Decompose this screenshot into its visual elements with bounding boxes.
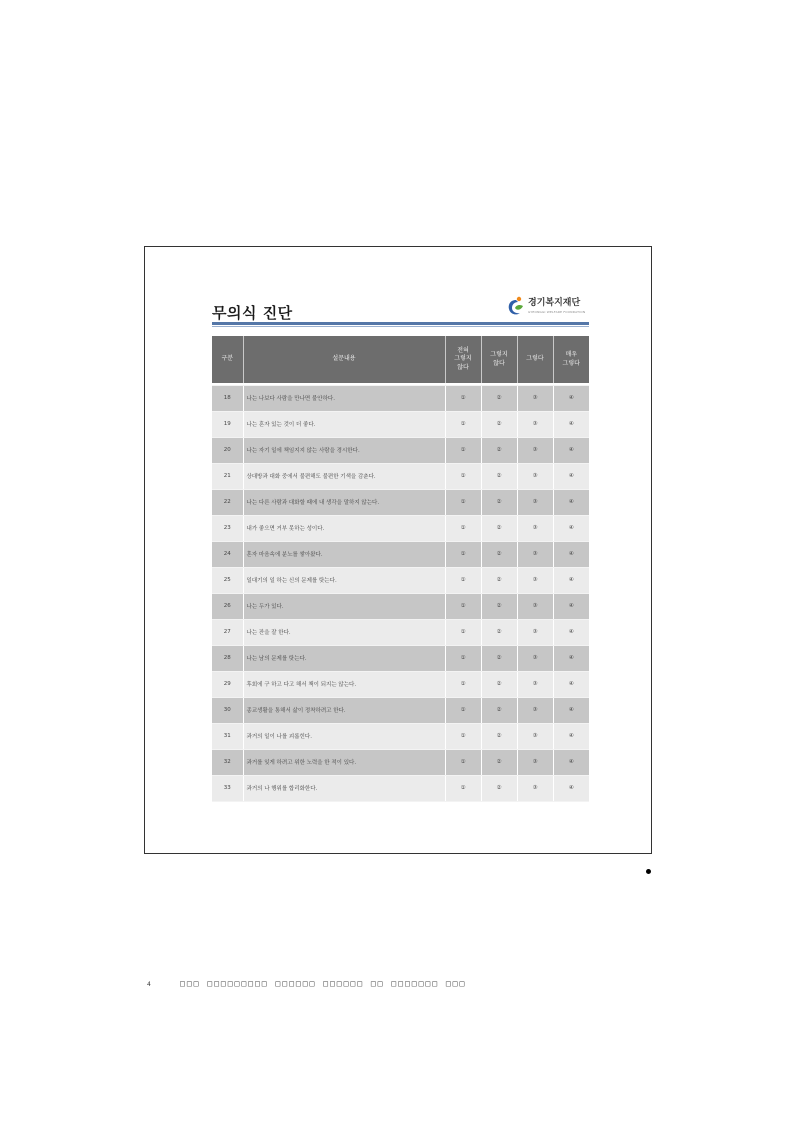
answer-option-2[interactable]: ② (481, 541, 517, 567)
footer-text: □□□ □□□□□□□□□ □□□□□□ □□□□□□ □□ □□□□□□□ □□□ (180, 979, 467, 988)
answer-option-4[interactable]: ④ (553, 671, 589, 697)
table-row (212, 593, 589, 619)
row-number: 19 (212, 411, 243, 437)
answer-option-4[interactable]: ④ (553, 567, 589, 593)
table-row (212, 541, 589, 567)
answer-option-1[interactable]: ① (445, 775, 481, 801)
answer-option-3[interactable]: ③ (517, 775, 553, 801)
row-number: 33 (212, 775, 243, 801)
row-number: 22 (212, 489, 243, 515)
answer-option-1[interactable]: ① (445, 515, 481, 541)
table-row (212, 385, 589, 411)
answer-option-2[interactable]: ② (481, 749, 517, 775)
answer-option-2[interactable]: ② (481, 489, 517, 515)
header-no: 구분 (212, 336, 243, 383)
answer-option-3[interactable]: ③ (517, 489, 553, 515)
table-row (212, 775, 589, 801)
row-number: 30 (212, 697, 243, 723)
answer-option-4[interactable]: ④ (553, 489, 589, 515)
row-question: 나는 다른 사람과 대화할 때에 내 생각을 말하지 않는다. (243, 489, 445, 515)
table-row (212, 515, 589, 541)
title-underline (212, 322, 589, 325)
answer-option-3[interactable]: ③ (517, 411, 553, 437)
header-opt2: 그렇지 않다 (481, 336, 517, 383)
answer-option-2[interactable]: ② (481, 671, 517, 697)
row-number: 18 (212, 385, 243, 411)
survey-table (212, 336, 589, 802)
table-row (212, 489, 589, 515)
answer-option-4[interactable]: ④ (553, 775, 589, 801)
answer-option-1[interactable]: ① (445, 463, 481, 489)
answer-option-1[interactable]: ① (445, 385, 481, 411)
row-number: 26 (212, 593, 243, 619)
answer-option-3[interactable]: ③ (517, 593, 553, 619)
answer-option-4[interactable]: ④ (553, 723, 589, 749)
answer-option-2[interactable]: ② (481, 619, 517, 645)
answer-option-2[interactable]: ② (481, 463, 517, 489)
answer-option-3[interactable]: ③ (517, 541, 553, 567)
row-number: 31 (212, 723, 243, 749)
table-row (212, 749, 589, 775)
row-question: 나는 혼자 있는 것이 더 좋다. (243, 411, 445, 437)
answer-option-2[interactable]: ② (481, 515, 517, 541)
foundation-logo-icon (506, 296, 526, 318)
table-row (212, 411, 589, 437)
row-question: 나는 나보다 사람을 만나면 불안하다. (243, 385, 445, 411)
table-header-row (212, 336, 589, 383)
row-question: 나는 두가 있다. (243, 593, 445, 619)
answer-option-3[interactable]: ③ (517, 437, 553, 463)
row-question: 내가 좋으면 거부 못하는 성이다. (243, 515, 445, 541)
answer-option-2[interactable]: ② (481, 593, 517, 619)
row-number: 27 (212, 619, 243, 645)
header-opt3: 그렇다 (517, 336, 553, 383)
answer-option-1[interactable]: ① (445, 749, 481, 775)
table-row (212, 671, 589, 697)
table-row (212, 645, 589, 671)
answer-option-3[interactable]: ③ (517, 567, 553, 593)
answer-option-1[interactable]: ① (445, 567, 481, 593)
header-opt1: 전혀 그렇지 않다 (445, 336, 481, 383)
logo-name: 경기복지재단 (528, 298, 581, 308)
answer-option-1[interactable]: ① (445, 541, 481, 567)
answer-option-3[interactable]: ③ (517, 385, 553, 411)
table-row (212, 723, 589, 749)
answer-option-4[interactable]: ④ (553, 411, 589, 437)
answer-option-4[interactable]: ④ (553, 463, 589, 489)
title-underline-thin (212, 326, 589, 327)
answer-option-2[interactable]: ② (481, 437, 517, 463)
answer-option-1[interactable]: ① (445, 697, 481, 723)
answer-option-1[interactable]: ① (445, 619, 481, 645)
answer-option-3[interactable]: ③ (517, 723, 553, 749)
row-number: 28 (212, 645, 243, 671)
table-row (212, 619, 589, 645)
answer-option-4[interactable]: ④ (553, 619, 589, 645)
table-row (212, 437, 589, 463)
foundation-logo (506, 296, 592, 320)
row-question: 혼자 마음속에 분노를 쌓아왔다. (243, 541, 445, 567)
answer-option-3[interactable]: ③ (517, 697, 553, 723)
row-question: 종교생활을 통해서 삶이 정착하려고 한다. (243, 697, 445, 723)
row-number: 23 (212, 515, 243, 541)
row-number: 32 (212, 749, 243, 775)
row-question: 상대방과 대화 중에서 불편해도 불편한 기색을 감춘다. (243, 463, 445, 489)
row-number: 21 (212, 463, 243, 489)
header-question: 설문내용 (243, 336, 445, 383)
answer-option-3[interactable]: ③ (517, 645, 553, 671)
answer-option-4[interactable]: ④ (553, 385, 589, 411)
answer-option-1[interactable]: ① (445, 437, 481, 463)
answer-option-4[interactable]: ④ (553, 749, 589, 775)
answer-option-1[interactable]: ① (445, 723, 481, 749)
answer-option-2[interactable]: ② (481, 775, 517, 801)
answer-option-4[interactable]: ④ (553, 697, 589, 723)
answer-option-1[interactable]: ① (445, 489, 481, 515)
answer-option-4[interactable]: ④ (553, 515, 589, 541)
row-question: 나는 남의 문제를 탓는다. (243, 645, 445, 671)
table-row (212, 567, 589, 593)
answer-option-3[interactable]: ③ (517, 749, 553, 775)
row-question: 과거의 일이 나를 괴롭힌다. (243, 723, 445, 749)
table-row (212, 697, 589, 723)
row-question: 나는 자기 일에 책임지지 않는 사람을 경시한다. (243, 437, 445, 463)
row-number: 29 (212, 671, 243, 697)
answer-option-2[interactable]: ② (481, 411, 517, 437)
answer-option-3[interactable]: ③ (517, 463, 553, 489)
row-question: 일대기의 일 하는 신의 문제를 탓는다. (243, 567, 445, 593)
answer-option-1[interactable]: ① (445, 645, 481, 671)
row-number: 24 (212, 541, 243, 567)
row-question: 후회에 구 하고 다고 해서 책이 되지는 않는다. (243, 671, 445, 697)
row-question: 나는 잔을 잘 한다. (243, 619, 445, 645)
answer-option-4[interactable]: ④ (553, 437, 589, 463)
answer-option-2[interactable]: ② (481, 723, 517, 749)
answer-option-3[interactable]: ③ (517, 671, 553, 697)
answer-option-2[interactable]: ② (481, 385, 517, 411)
answer-option-2[interactable]: ② (481, 697, 517, 723)
slide-frame (144, 246, 652, 854)
answer-option-1[interactable]: ① (445, 411, 481, 437)
answer-option-4[interactable]: ④ (553, 593, 589, 619)
bullet-dot (646, 869, 651, 874)
answer-option-2[interactable]: ② (481, 645, 517, 671)
row-number: 25 (212, 567, 243, 593)
row-question: 과거를 잊게 하려고 위한 노력을 한 적이 있다. (243, 749, 445, 775)
slide-title: 무의식 진단 (212, 304, 293, 322)
row-number: 20 (212, 437, 243, 463)
table-body (212, 383, 589, 801)
answer-option-1[interactable]: ① (445, 671, 481, 697)
header-opt4: 매우 그렇다 (553, 336, 589, 383)
row-question: 과거의 나 행위를 합리화한다. (243, 775, 445, 801)
table-row (212, 463, 589, 489)
logo-subtitle: GYEONGGI WELFARE FOUNDATION (528, 310, 586, 314)
answer-option-3[interactable]: ③ (517, 619, 553, 645)
page-number: 4 (147, 981, 151, 988)
answer-option-4[interactable]: ④ (553, 541, 589, 567)
answer-option-4[interactable]: ④ (553, 645, 589, 671)
answer-option-3[interactable]: ③ (517, 515, 553, 541)
answer-option-1[interactable]: ① (445, 593, 481, 619)
answer-option-2[interactable]: ② (481, 567, 517, 593)
